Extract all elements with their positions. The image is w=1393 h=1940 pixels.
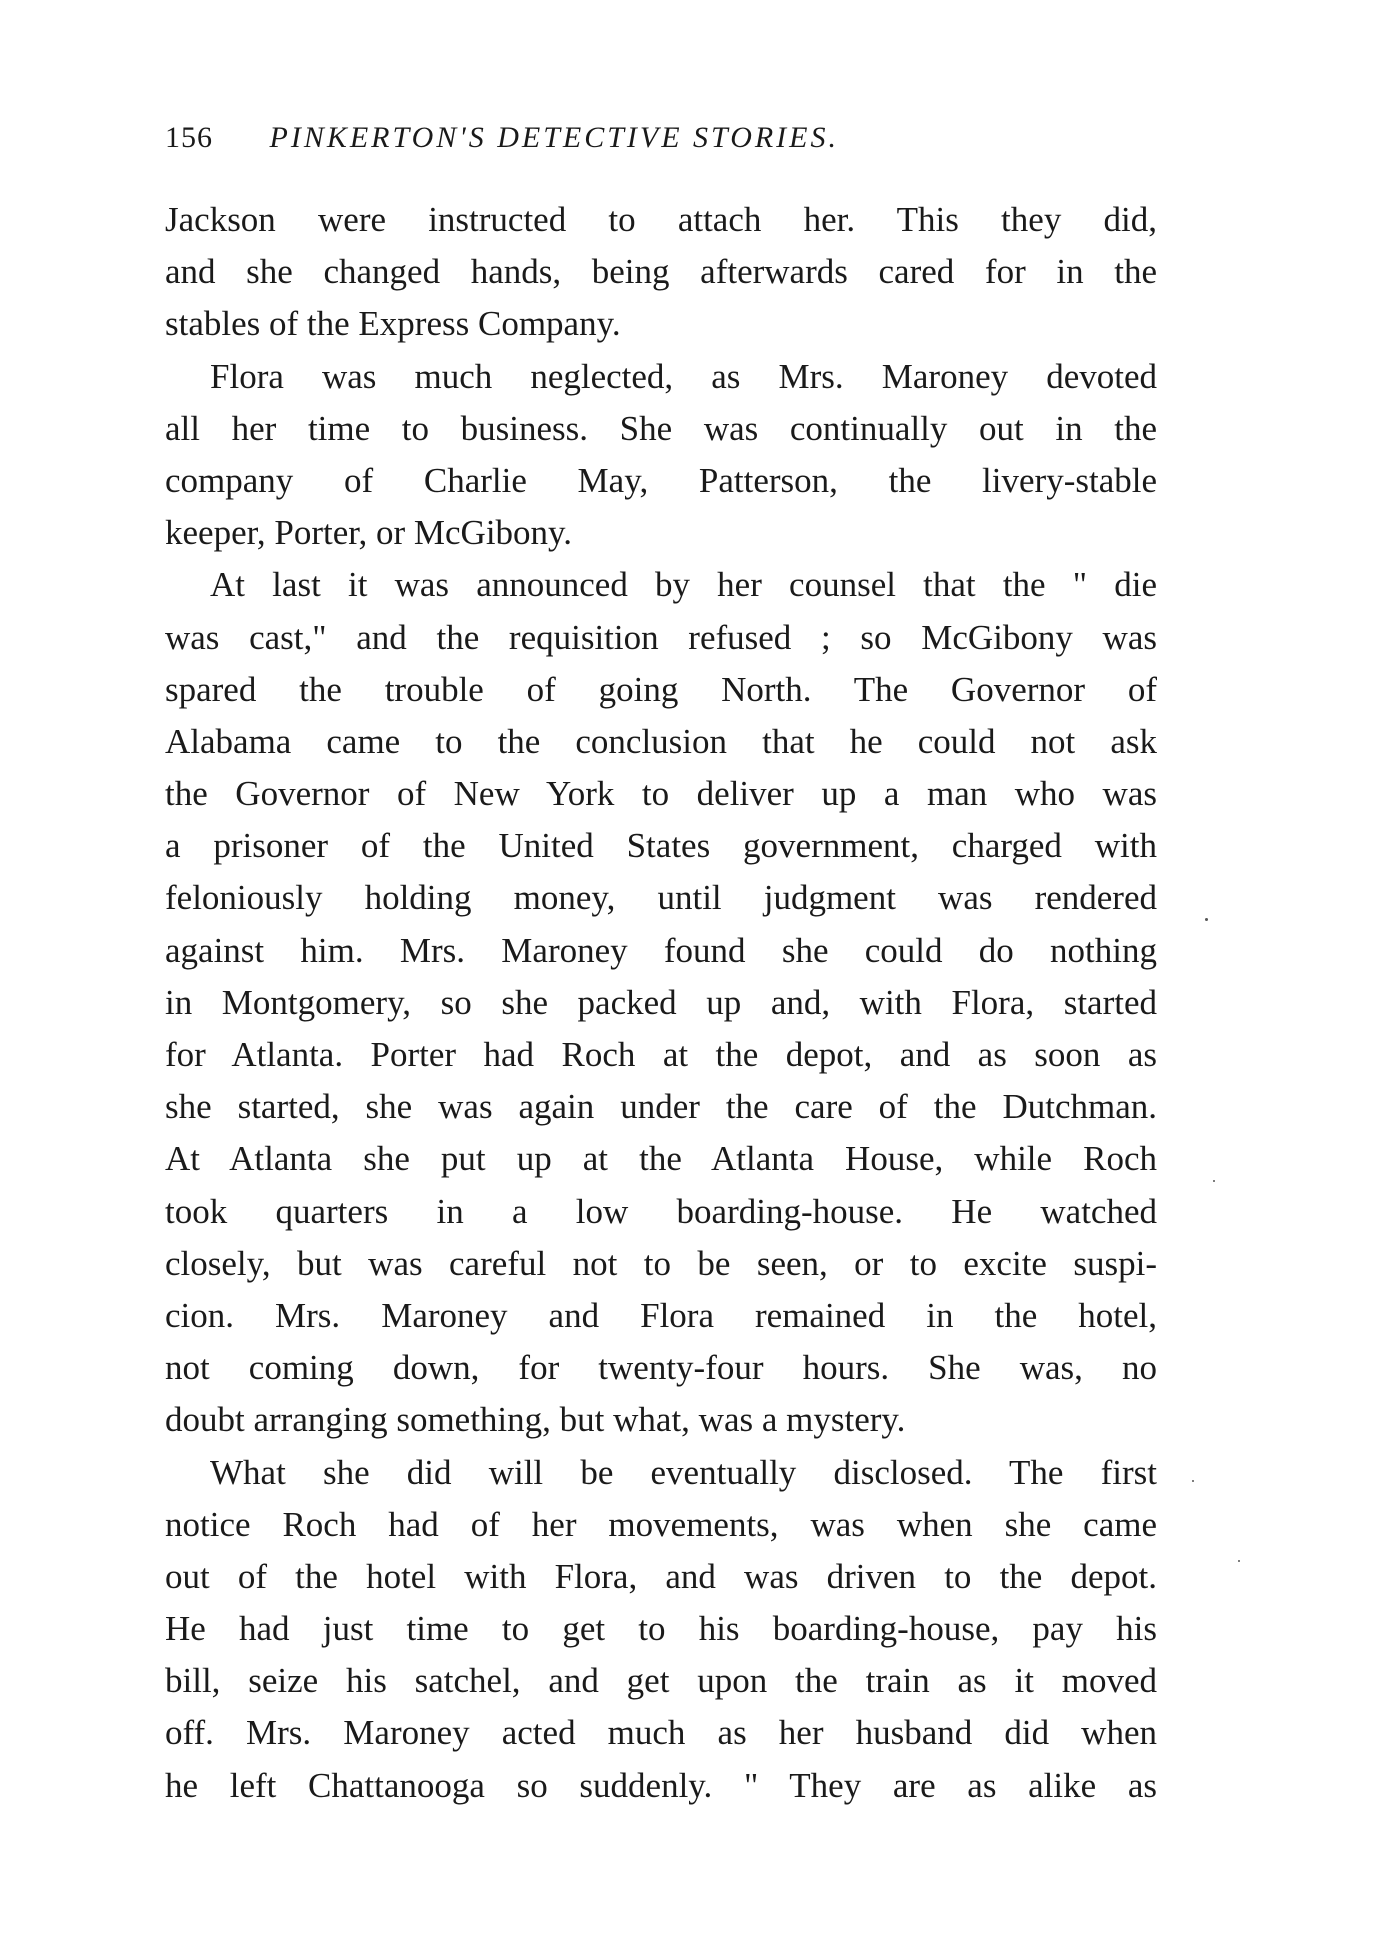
text-line: for Atlanta. Porter had Roch at the depot, and as soon as [165, 1035, 1157, 1074]
text-line: notice Roch had of her movements, was when she came [165, 1504, 1157, 1544]
text-line: and she changed hands, being afterwards cared for in the [165, 252, 1157, 292]
text-line: closely, but was careful not to be seen, or to excite suspi- [165, 1243, 1157, 1283]
text-line: feloniously holding money, until judgment was rendered [165, 878, 1157, 918]
text-line: cion. Mrs. Maroney and Flora remained in the hotel, [165, 1295, 1157, 1335]
text-line: all her time to business. She was continually out in the [165, 408, 1157, 448]
page-number: 156 [165, 121, 213, 154]
scan-speck [1238, 1560, 1240, 1562]
text-line: he left Chattanooga so suddenly. " They are as alike as [165, 1765, 1157, 1805]
text-line: Jackson were instructed to attach her. This they did, [165, 200, 1157, 239]
scan-speck [1205, 918, 1208, 921]
text-line: against him. Mrs. Maroney found she could do nothing [165, 930, 1157, 970]
text-line: the Governor of New York to deliver up a man who was [165, 774, 1157, 814]
text-line: At last it was announced by her counsel that the " die [210, 565, 1157, 605]
scan-speck [1213, 1180, 1215, 1182]
scan-speck [1192, 1480, 1194, 1482]
text-line: At Atlanta she put up at the Atlanta House, while Roch [165, 1139, 1157, 1179]
text-line: doubt arranging something, but what, was a mystery. [165, 1400, 906, 1440]
text-line: she started, she was again under the care of the Dutchman. [165, 1087, 1157, 1127]
text-line: a prisoner of the United States government, charged with [165, 826, 1157, 866]
text-line: stables of the Express Company. [165, 304, 621, 344]
book-title: PINKERTON'S DETECTIVE STORIES. [269, 121, 840, 154]
text-line: out of the hotel with Flora, and was driven to the depot. [165, 1556, 1157, 1596]
text-line: Flora was much neglected, as Mrs. Maroney devoted [210, 356, 1157, 396]
text-line: keeper, Porter, or McGibony. [165, 513, 573, 553]
text-line: took quarters in a low boarding-house. He watched [165, 1191, 1157, 1231]
text-line: He had just time to get to his boarding-house, pay his [165, 1609, 1157, 1649]
text-line: company of Charlie May, Patterson, the livery-stable [165, 460, 1157, 500]
running-head [165, 118, 1045, 158]
text-line: What she did will be eventually disclosed. The first [210, 1452, 1157, 1492]
text-line: was cast," and the requisition refused ; so McGibony was [165, 617, 1157, 657]
body-text [165, 194, 1157, 1812]
text-line: in Montgomery, so she packed up and, with Flora, started [165, 982, 1157, 1022]
text-line: Alabama came to the conclusion that he could not ask [165, 721, 1157, 761]
text-line: not coming down, for twenty-four hours. She was, no [165, 1348, 1157, 1388]
text-line: bill, seize his satchel, and get upon the train as it moved [165, 1661, 1157, 1701]
text-line: off. Mrs. Maroney acted much as her husband did when [165, 1713, 1157, 1753]
text-line: spared the trouble of going North. The Governor of [165, 669, 1157, 709]
